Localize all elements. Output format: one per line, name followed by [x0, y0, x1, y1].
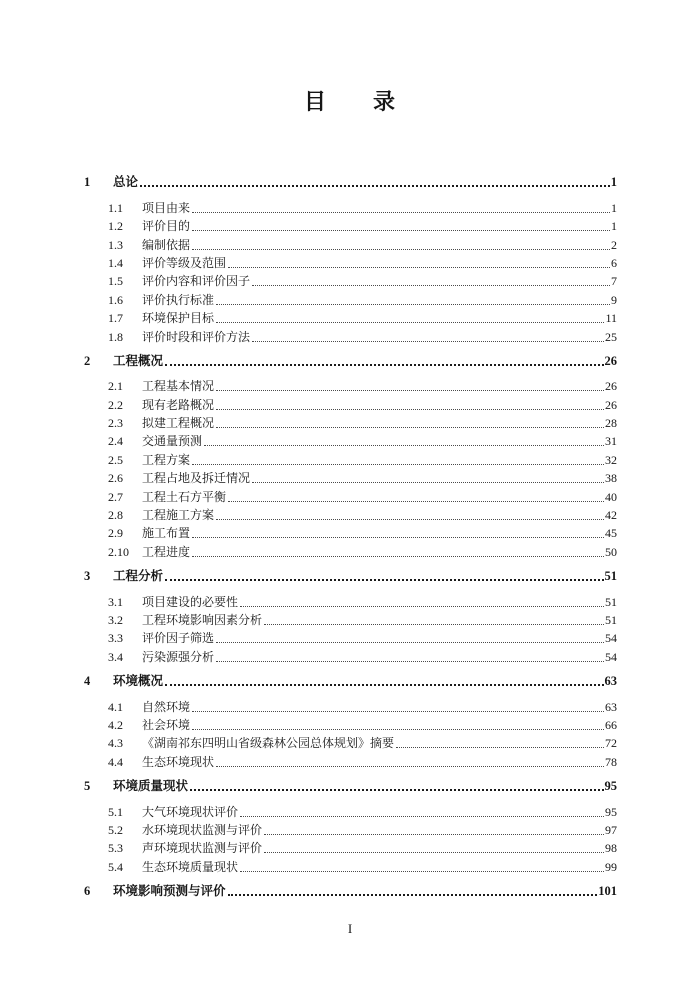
- toc-entry[interactable]: [84, 505, 617, 523]
- toc-entry-page: 1: [611, 219, 617, 234]
- toc-entry[interactable]: [84, 801, 617, 819]
- toc-entry-page: 50: [605, 544, 617, 559]
- toc-entry[interactable]: [84, 197, 617, 215]
- toc-entry-title: 大气环境现状评价: [142, 804, 239, 819]
- dot-leader: [240, 871, 604, 872]
- toc-title: 目 录: [303, 89, 396, 114]
- dot-leader: [192, 556, 604, 557]
- toc-entry-page: 1: [610, 175, 617, 190]
- toc-entry-number: 1.7: [108, 311, 123, 326]
- toc-entry[interactable]: [84, 628, 617, 646]
- toc-entry-title: 工程概况: [113, 353, 164, 368]
- dot-leader: [396, 747, 604, 748]
- toc-entry-page: 25: [605, 329, 617, 344]
- toc-entry-page: 98: [605, 841, 617, 856]
- toc-entry-page: 28: [605, 416, 617, 431]
- toc-entry[interactable]: [84, 523, 617, 541]
- toc-entry[interactable]: [84, 394, 617, 412]
- toc-entry-page: 54: [605, 631, 617, 646]
- dot-leader: [240, 606, 604, 607]
- toc-entry-title: 评价时段和评价方法: [142, 329, 251, 344]
- toc-entry-title: 评价因子筛选: [142, 631, 215, 646]
- toc-entry-page: 2: [611, 237, 617, 252]
- toc-entry-number: 2.3: [108, 416, 123, 431]
- toc-entry-title: 环境保护目标: [142, 311, 215, 326]
- toc-entry-title: 评价目的: [142, 219, 191, 234]
- toc-entry-page: 26: [605, 379, 617, 394]
- dot-leader: [240, 816, 604, 817]
- toc-entry[interactable]: [84, 468, 617, 486]
- toc-entry[interactable]: [84, 610, 617, 628]
- toc-entry[interactable]: [84, 733, 617, 751]
- toc-entry-title: 项目建设的必要性: [142, 594, 239, 609]
- toc-entry-number: 1.2: [108, 219, 123, 234]
- toc-entry-number: 2.7: [108, 489, 123, 504]
- toc-entry-number: 2.9: [108, 526, 123, 541]
- toc-entry[interactable]: [84, 751, 617, 769]
- toc-entry-number: 4: [84, 674, 91, 689]
- toc-entry-title: 工程占地及拆迁情况: [142, 471, 251, 486]
- dot-leader: [216, 390, 604, 391]
- toc-entry-number: 2.4: [108, 434, 123, 449]
- toc-entry[interactable]: [84, 253, 617, 271]
- toc-entry-number: 2.2: [108, 397, 123, 412]
- dot-leader: [192, 729, 604, 730]
- toc-entry-page: 42: [605, 508, 617, 523]
- toc-entry[interactable]: [84, 172, 617, 190]
- toc-entry-title: 工程环境影响因素分析: [142, 612, 263, 627]
- dot-leader: [140, 185, 610, 187]
- toc-entry-page: 51: [605, 612, 617, 627]
- toc-entry-title: 声环境现状监测与评价: [142, 841, 263, 856]
- toc-entry-title: 污染源强分析: [142, 649, 215, 664]
- dot-leader: [165, 684, 603, 686]
- toc-entry[interactable]: [84, 566, 617, 584]
- toc-entry[interactable]: [84, 856, 617, 874]
- toc-entry-page: 66: [605, 717, 617, 732]
- dot-leader: [252, 482, 604, 483]
- toc-entry[interactable]: [84, 541, 617, 559]
- toc-entry-page: 99: [605, 859, 617, 874]
- toc-entry-number: 2.1: [108, 379, 123, 394]
- dot-leader: [216, 304, 610, 305]
- toc-entry-title: 生态环境现状: [142, 754, 215, 769]
- dot-leader: [192, 711, 604, 712]
- toc-entry[interactable]: [84, 413, 617, 431]
- toc-entry-title: 工程方案: [142, 452, 191, 467]
- toc-entry[interactable]: [84, 671, 617, 689]
- dot-leader: [192, 464, 604, 465]
- toc-entry-title: 水环境现状监测与评价: [142, 822, 263, 837]
- dot-leader: [252, 285, 610, 286]
- toc-entry-number: 1.8: [108, 329, 123, 344]
- toc-entry[interactable]: [84, 820, 617, 838]
- dot-leader: [216, 427, 604, 428]
- toc-entry-title: 环境影响预测与评价: [113, 884, 226, 899]
- toc-entry-number: 2.6: [108, 471, 123, 486]
- toc-entry-number: 4.3: [108, 736, 123, 751]
- toc-entry-page: 63: [604, 674, 617, 689]
- toc-entry-number: 3.3: [108, 631, 123, 646]
- dot-leader: [216, 409, 604, 410]
- toc-entry-page: 6: [611, 255, 617, 270]
- toc-entry-page: 51: [605, 594, 617, 609]
- toc-entry-number: 5: [84, 779, 91, 794]
- dot-leader: [228, 501, 604, 502]
- toc-entry-number: 1.6: [108, 292, 123, 307]
- dot-leader: [216, 642, 604, 643]
- dot-leader: [165, 579, 603, 581]
- dot-leader: [216, 519, 604, 520]
- toc-entry[interactable]: [84, 308, 617, 326]
- dot-leader: [204, 445, 604, 446]
- toc-entry-number: 2.10: [108, 544, 129, 559]
- dot-leader: [264, 852, 604, 853]
- toc-entry[interactable]: [84, 271, 617, 289]
- page-number-footer: I: [347, 921, 353, 936]
- toc-entry-title: 社会环境: [142, 717, 191, 732]
- toc-entry-page: 9: [611, 292, 617, 307]
- toc-entry-page: 11: [605, 311, 617, 326]
- toc-entry-number: 6: [84, 884, 91, 899]
- toc-entry-number: 1.3: [108, 237, 123, 252]
- dot-leader: [165, 364, 603, 366]
- dot-leader: [216, 766, 604, 767]
- toc-entry-title: 工程施工方案: [142, 508, 215, 523]
- toc-entry-title: 评价内容和评价因子: [142, 274, 251, 289]
- toc-entry[interactable]: [84, 449, 617, 467]
- toc-entry-number: 3: [84, 569, 91, 584]
- toc-entry-title: 工程分析: [113, 569, 164, 584]
- toc-entry-page: 40: [605, 489, 617, 504]
- toc-entry-title: 交通量预测: [142, 434, 203, 449]
- dot-leader: [192, 212, 610, 213]
- toc-entry-title: 《湖南祁东四明山省级森林公园总体规划》摘要: [142, 736, 395, 751]
- toc-entry[interactable]: [84, 591, 617, 609]
- toc-entry[interactable]: [84, 289, 617, 307]
- toc-entry-number: 1: [84, 175, 91, 190]
- toc-entry-number: 5.4: [108, 859, 123, 874]
- toc-entry-page: 54: [605, 649, 617, 664]
- toc-entry-page: 38: [605, 471, 617, 486]
- toc-entry[interactable]: [84, 431, 617, 449]
- toc-entry-page: 31: [605, 434, 617, 449]
- toc-entry-number: 5.3: [108, 841, 123, 856]
- toc-entry[interactable]: [84, 715, 617, 733]
- toc-entry-number: 4.1: [108, 699, 123, 714]
- toc-entry-page: 63: [605, 699, 617, 714]
- toc-entry-number: 3.4: [108, 649, 123, 664]
- toc-entry[interactable]: [84, 376, 617, 394]
- toc-entry-page: 51: [604, 569, 617, 584]
- toc-entry-page: 95: [605, 804, 617, 819]
- toc-entry-page: 78: [605, 754, 617, 769]
- toc-entry[interactable]: [84, 881, 617, 899]
- toc-entry-title: 编制依据: [142, 237, 191, 252]
- toc-entry-title: 环境质量现状: [113, 779, 189, 794]
- toc-entry[interactable]: [84, 351, 617, 369]
- dot-leader: [264, 834, 604, 835]
- toc-entry[interactable]: [84, 216, 617, 234]
- toc-entry-number: 5.1: [108, 804, 123, 819]
- toc-entry-number: 3.1: [108, 594, 123, 609]
- toc-entry[interactable]: [84, 234, 617, 252]
- toc-entry-number: 1.5: [108, 274, 123, 289]
- toc-entry-page: 101: [598, 884, 617, 899]
- dot-leader: [228, 267, 610, 268]
- toc-list: [84, 166, 617, 906]
- toc-entry-page: 26: [605, 397, 617, 412]
- toc-entry[interactable]: [84, 776, 617, 794]
- toc-entry-title: 环境概况: [113, 674, 164, 689]
- toc-entry-title: 生态环境质量现状: [142, 859, 239, 874]
- toc-entry-title: 施工布置: [142, 526, 191, 541]
- toc-entry-page: 32: [605, 452, 617, 467]
- toc-entry-title: 现有老路概况: [142, 397, 215, 412]
- toc-entry-number: 5.2: [108, 822, 123, 837]
- toc-entry-title: 工程土石方平衡: [142, 489, 227, 504]
- toc-entry-title: 评价等级及范围: [142, 255, 227, 270]
- dot-leader: [192, 249, 610, 250]
- dot-leader: [216, 322, 604, 323]
- dot-leader: [192, 230, 610, 231]
- toc-entry-title: 评价执行标准: [142, 292, 215, 307]
- toc-entry-page: 45: [605, 526, 617, 541]
- toc-entry-number: 2: [84, 353, 91, 368]
- dot-leader: [228, 894, 598, 896]
- toc-entry-page: 26: [604, 353, 617, 368]
- toc-entry-number: 1.4: [108, 255, 123, 270]
- toc-entry[interactable]: [84, 326, 617, 344]
- toc-entry[interactable]: [84, 486, 617, 504]
- toc-entry[interactable]: [84, 696, 617, 714]
- dot-leader: [192, 537, 604, 538]
- toc-entry-title: 总论: [113, 175, 139, 190]
- toc-entry-number: 3.2: [108, 612, 123, 627]
- toc-entry-number: 1.1: [108, 200, 123, 215]
- toc-entry-page: 1: [611, 200, 617, 215]
- dot-leader: [190, 789, 603, 791]
- toc-entry-number: 2.5: [108, 452, 123, 467]
- toc-entry-title: 工程进度: [142, 544, 191, 559]
- toc-entry-number: 4.4: [108, 754, 123, 769]
- toc-entry-page: 95: [604, 779, 617, 794]
- toc-entry-page: 72: [605, 736, 617, 751]
- toc-entry-title: 拟建工程概况: [142, 416, 215, 431]
- toc-entry-number: 4.2: [108, 717, 123, 732]
- toc-entry-title: 自然环境: [142, 699, 191, 714]
- toc-entry-page: 97: [605, 822, 617, 837]
- toc-entry[interactable]: [84, 838, 617, 856]
- toc-entry-number: 2.8: [108, 508, 123, 523]
- dot-leader: [264, 624, 604, 625]
- dot-leader: [216, 661, 604, 662]
- toc-entry-page: 7: [611, 274, 617, 289]
- toc-entry[interactable]: [84, 646, 617, 664]
- toc-entry-title: 工程基本情况: [142, 379, 215, 394]
- toc-entry-title: 项目由来: [142, 200, 191, 215]
- dot-leader: [252, 341, 604, 342]
